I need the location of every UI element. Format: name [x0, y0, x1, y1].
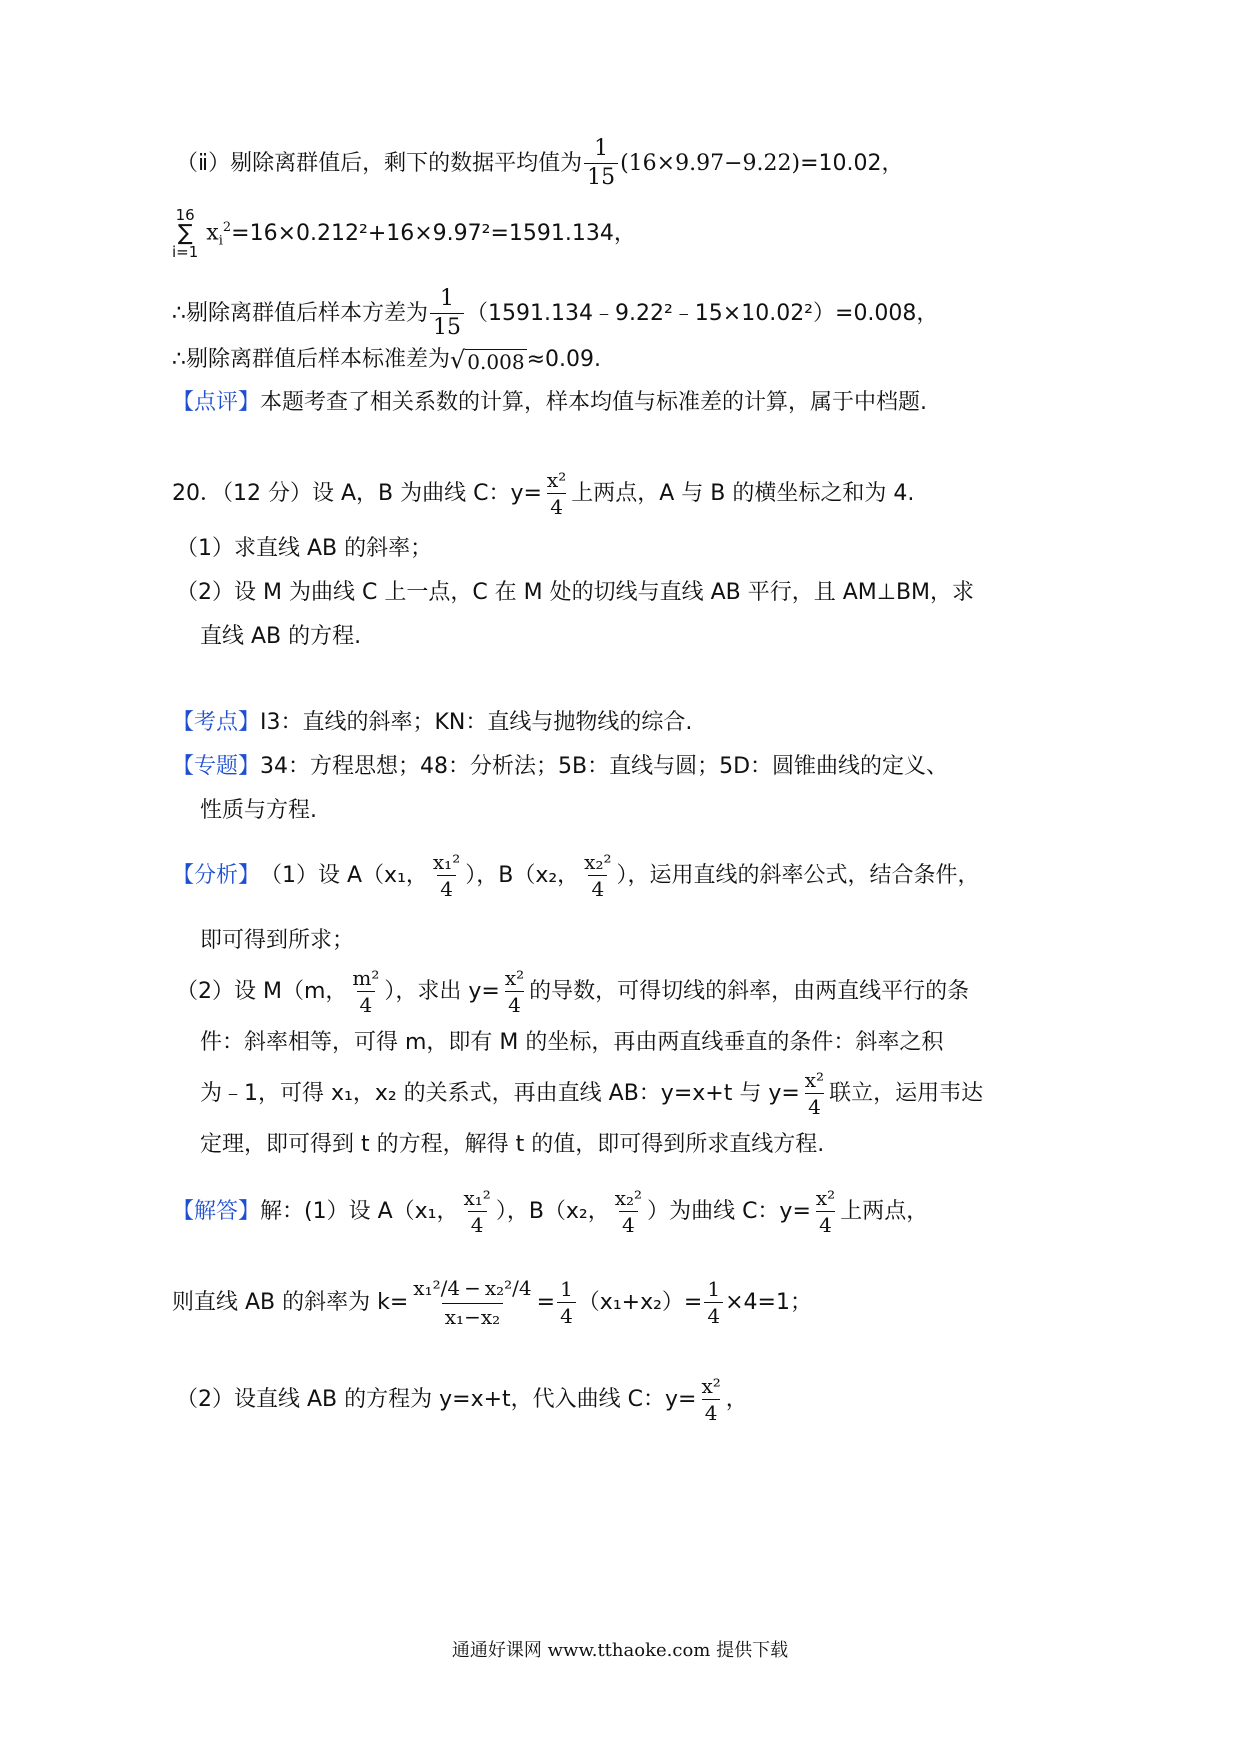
fenxi-text: 的导数，可得切线的斜率，由两直线平行的条	[529, 978, 970, 1004]
sqrt-radicand: 0.008	[467, 349, 525, 374]
sum-line	[172, 208, 636, 260]
fenxi-text: ），运用直线的斜率公式，结合条件，	[616, 862, 980, 888]
fraction-numerator: 1	[594, 136, 609, 161]
fraction-x1sq-4	[460, 1188, 493, 1235]
fraction-m2-4	[349, 968, 382, 1015]
slope-numerator-term-b: x₂²/4	[484, 1276, 532, 1300]
question-20-part-1	[176, 538, 432, 560]
zhuanti-line-cont	[200, 800, 317, 822]
jieda-tag: 【解答】	[172, 1198, 261, 1224]
question-20-part-2-text: （2）设 M 为曲线 C 上一点，C 在 M 处的切线与直线 AB 平行，且 AM⊥BM，求	[176, 580, 975, 605]
fraction-x2-4	[544, 470, 569, 517]
variance-rest: （1591.134﹣9.22²﹣15×10.02²）=0.008，	[466, 300, 939, 326]
question-20-line	[172, 470, 914, 517]
fraction-x1sq-4	[430, 852, 463, 899]
fraction-1-15	[584, 138, 618, 189]
slope-prefix: 则直线 AB 的斜率为 k=	[172, 1289, 409, 1315]
fraction-denominator: 4	[805, 1093, 824, 1117]
jieda-text: 解：(1）设 A（x₁，	[260, 1198, 459, 1224]
zhuanti-tag: 【专题】	[172, 754, 261, 779]
fraction-numerator: x₂²	[614, 1186, 643, 1210]
std-prefix: ∴剔除离群值后样本标准差为	[172, 347, 450, 372]
slope-numerator-term-a: x₁²/4	[413, 1276, 461, 1300]
fraction-numerator: 1	[560, 1277, 573, 1301]
mean-result: =10.02，	[800, 150, 904, 176]
jieda-text: ），B（x₂，	[495, 1198, 610, 1224]
slope-end: ×4=1；	[725, 1289, 812, 1315]
comment-line	[172, 392, 927, 414]
sigma-lower: i=1	[172, 243, 199, 261]
question-20-part-1-text: （1）求直线 AB 的斜率；	[176, 536, 433, 561]
summation-symbol	[172, 208, 198, 260]
fraction-numerator: x²	[546, 468, 567, 492]
fraction-numerator: x²	[815, 1186, 836, 1210]
sum-rest: =16×0.212²+16×9.97²=1591.134，	[231, 221, 636, 246]
fraction-1-4	[704, 1279, 723, 1326]
slope-numerator	[410, 1278, 534, 1303]
sum-term-sup: 2	[222, 219, 232, 235]
sigma-icon: ∑	[177, 221, 193, 246]
kaodian-text: I3：直线的斜率；KN：直线与抛物线的综合.	[260, 710, 693, 735]
fraction-numerator: 1	[707, 1277, 721, 1301]
zhuanti-text-cont: 性质与方程.	[200, 798, 317, 823]
fraction-denominator: 4	[704, 1302, 723, 1326]
fenxi-text: 即可得到所求；	[200, 928, 355, 953]
page-footer: 通通好课网 www.tthaoke.com 提供下载	[451, 1640, 789, 1661]
sum-term-var: x	[206, 219, 219, 245]
jieda-text: （2）设直线 AB 的方程为 y=x+t，代入曲线 C：y=	[176, 1386, 697, 1412]
fraction-denominator: 4	[505, 991, 524, 1015]
jieda-line-1	[172, 1188, 928, 1235]
fenxi-text: 联立，运用韦达	[829, 1080, 984, 1106]
fraction-x2-4	[698, 1376, 723, 1423]
fenxi-line-1	[172, 852, 980, 899]
fenxi-text: 件：斜率相等，可得 m，即有 M 的坐标，再由两直线垂直的条件：斜率之积	[200, 1030, 944, 1055]
slope-compound-fraction	[410, 1278, 534, 1327]
fraction-numerator: x₂²	[584, 850, 612, 874]
part-ii-line	[176, 138, 904, 189]
sum-term-sub: i	[218, 233, 223, 249]
part-ii-prefix: （ⅱ）剔除离群值后，剩下的数据平均值为	[176, 150, 583, 176]
fenxi-text: 定理，即可得到 t 的方程，解得 t 的值，即可得到所求直线方程.	[200, 1132, 825, 1157]
fraction-denominator: 4	[557, 1302, 576, 1326]
kaodian-line	[172, 712, 692, 734]
fraction-denominator: 4	[437, 875, 456, 899]
fenxi-text: （2）设 M（m，	[176, 978, 348, 1004]
fenxi-text: ），求出 y=	[384, 978, 500, 1004]
fenxi-line-2	[200, 930, 354, 952]
fraction-numerator: x²	[804, 1068, 825, 1092]
fraction-numerator: m²	[352, 966, 380, 990]
fenxi-line-5	[200, 1070, 983, 1117]
fenxi-line-4	[200, 1032, 943, 1054]
fraction-x2sq-4	[612, 1188, 645, 1235]
jieda-text: ）为曲线 C：y=	[647, 1198, 811, 1224]
fraction-denominator: 4	[702, 1399, 721, 1423]
fraction-numerator: 1	[440, 286, 454, 311]
fraction-1-4	[557, 1279, 576, 1326]
fraction-numerator: x₁²	[432, 850, 461, 874]
sum-term	[206, 221, 231, 248]
zhuanti-text: 34：方程思想；48：分析法；5B：直线与圆；5D：圆锥曲线的定义、	[260, 754, 949, 779]
sqrt-icon: √	[450, 346, 466, 374]
mean-expression: (16×9.97−9.22)	[620, 150, 801, 176]
comment-text: 本题考查了相关系数的计算，样本均值与标准差的计算，属于中档题.	[260, 390, 928, 415]
question-20-prefix: 20．（12 分）设 A，B 为曲线 C：y=	[172, 480, 542, 506]
sigma-upper: 16	[175, 206, 195, 224]
question-20-part-2-cont	[200, 626, 361, 648]
fenxi-text: ），B（x₂，	[465, 862, 580, 888]
fraction-x2-4	[502, 968, 527, 1015]
fraction-numerator: x²	[504, 966, 525, 990]
fraction-denominator: 4	[588, 875, 607, 899]
fraction-denominator: 4	[468, 1211, 487, 1235]
fraction-denominator: 4	[619, 1211, 638, 1235]
question-20-part-2	[176, 582, 974, 604]
fraction-denominator: 15	[584, 163, 618, 189]
question-20-part-2-text-cont: 直线 AB 的方程.	[200, 624, 362, 649]
variance-prefix: ∴剔除离群值后样本方差为	[172, 300, 428, 326]
fraction-numerator: x₁²	[463, 1186, 491, 1210]
variance-line	[172, 288, 938, 339]
slope-numerator-operator: −	[464, 1276, 481, 1300]
kaodian-tag: 【考点】	[172, 710, 261, 735]
fraction-x2-4	[802, 1070, 827, 1117]
fraction-1-15	[430, 288, 464, 339]
fraction-denominator: 4	[816, 1211, 835, 1235]
slope-denominator: x₁−x₂	[442, 1303, 503, 1327]
jieda-line-2	[176, 1376, 748, 1423]
fraction-denominator: 4	[357, 991, 376, 1015]
slope-equals: =	[536, 1289, 556, 1315]
sqrt-expression	[450, 348, 527, 372]
fraction-denominator: 4	[547, 493, 566, 517]
fraction-x2-4	[813, 1188, 838, 1235]
fenxi-line-3	[176, 968, 969, 1015]
question-20-rest: 上两点，A 与 B 的横坐标之和为 4.	[571, 480, 915, 506]
slope-line	[172, 1278, 812, 1327]
fraction-numerator: x²	[701, 1374, 721, 1398]
fenxi-line-6	[200, 1134, 824, 1156]
std-rest: ≈0.09.	[526, 347, 601, 372]
fraction-x2sq-4	[581, 852, 614, 899]
fenxi-tag: 【分析】	[172, 862, 261, 888]
comment-tag: 【点评】	[172, 390, 261, 415]
jieda-text: 上两点，	[840, 1198, 929, 1224]
std-line	[172, 348, 601, 372]
zhuanti-line	[172, 756, 948, 778]
slope-after: （x₁+x₂）=	[577, 1289, 703, 1315]
fenxi-text: （1）设 A（x₁，	[260, 862, 428, 888]
jieda-text: ，	[725, 1386, 748, 1412]
fraction-denominator: 15	[430, 313, 464, 339]
fenxi-text: 为﹣1，可得 x₁，x₂ 的关系式，再由直线 AB：y=x+t 与 y=	[200, 1080, 800, 1106]
